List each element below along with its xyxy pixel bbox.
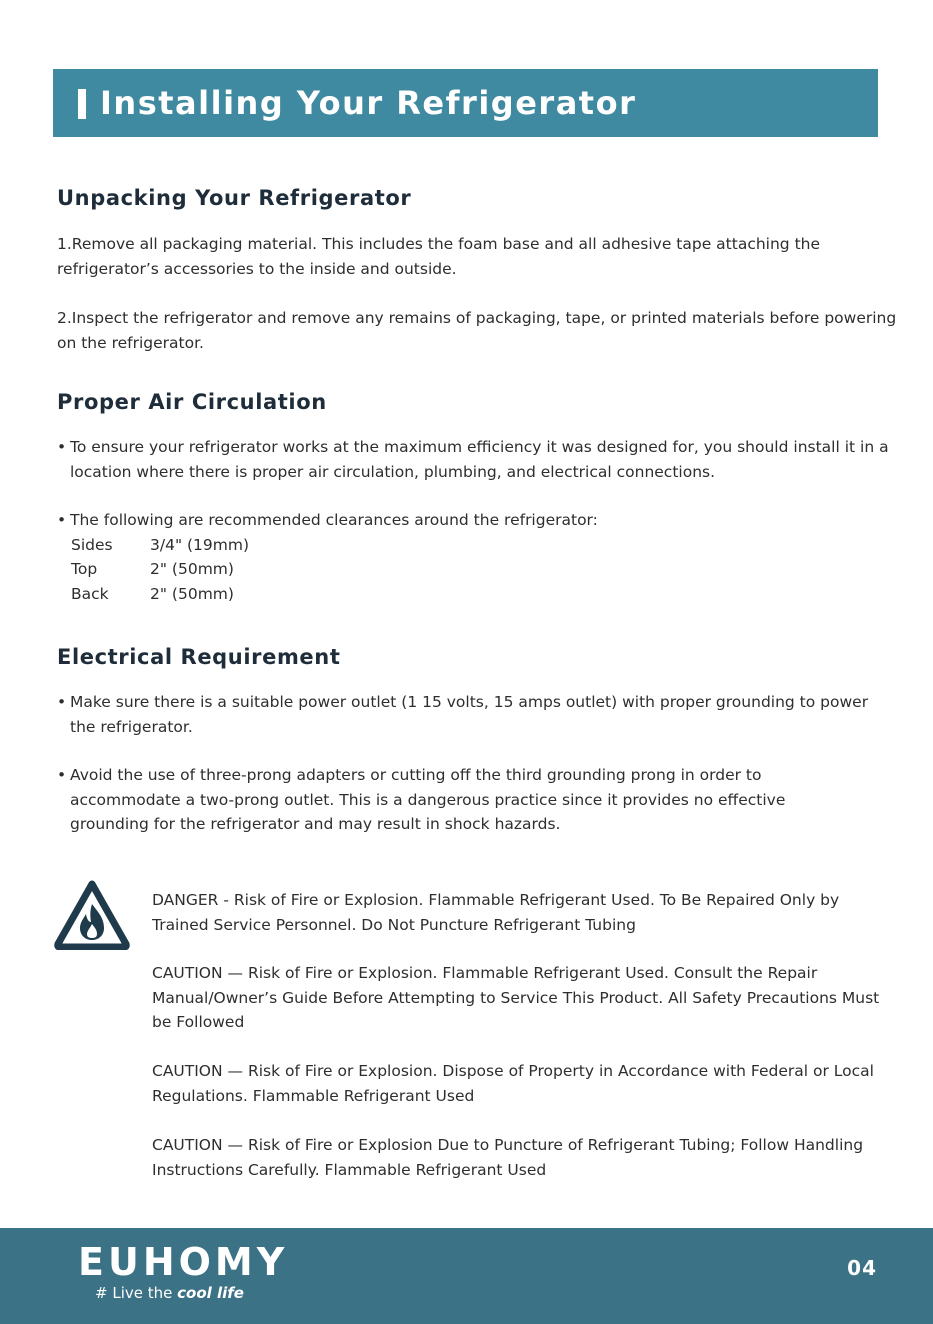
clearance-row-sides: Sides 3/4" (19mm)	[71, 536, 250, 554]
warning-caution-1: CAUTION — Risk of Fire or Explosion. Flammable Refrigerant Used. Consult the Repair Manual/Owner’s Guide Before Attempting to Service This Product. All Safety Precautions Must be Followed	[152, 964, 880, 1031]
bullet-dot: •	[57, 766, 67, 784]
title-accent-mark	[78, 89, 86, 119]
bullet-dot: •	[57, 511, 67, 529]
heading-air-circulation: Proper Air Circulation	[57, 390, 327, 414]
electrical-bullet-1: • Make sure there is a suitable power outlet (1 15 volts, 15 amps outlet) with proper grounding to power the refrigerator.	[57, 690, 897, 739]
page-footer	[0, 1228, 933, 1324]
clearance-row-back: Back 2" (50mm)	[71, 585, 234, 603]
page-title-bar	[53, 69, 878, 137]
brand-logo: EUHOMY	[78, 1240, 289, 1284]
bullet-dot: •	[57, 438, 67, 456]
flammable-warning-icon	[54, 880, 130, 950]
heading-unpacking: Unpacking Your Refrigerator	[57, 186, 412, 210]
warning-caution-2: CAUTION — Risk of Fire or Explosion. Dispose of Property in Accordance with Federal or Local Regulations. Flammable Refrigerant Used	[152, 1062, 874, 1105]
unpacking-step-1: 1.Remove all packaging material. This includes the foam base and all adhesive tape attaching the refrigerator’s accessories to the inside and outside.	[57, 235, 821, 278]
bullet-dot: •	[57, 693, 67, 711]
air-bullet-1: • To ensure your refrigerator works at the maximum efficiency it was designed for, you should install it in a location where there is proper air circulation, plumbing, and electrical connections.	[57, 435, 897, 484]
warning-danger-1: DANGER - Risk of Fire or Explosion. Flammable Refrigerant Used. To Be Repaired Only by Trained Service Personnel. Do Not Puncture Refrigerant Tubing	[152, 891, 840, 934]
clearance-row-top: Top 2" (50mm)	[71, 560, 234, 578]
unpacking-step-2: 2.Inspect the refrigerator and remove any remains of packaging, tape, or printed materials before powering on the refrigerator.	[57, 309, 897, 352]
page-number: 04	[847, 1256, 877, 1280]
warning-caution-3: CAUTION — Risk of Fire or Explosion Due to Puncture of Refrigerant Tubing; Follow Handling Instructions Carefully. Flammable Refrigerant Used	[152, 1136, 864, 1179]
air-bullet-2: • The following are recommended clearances around the refrigerator:	[57, 508, 897, 533]
electrical-bullet-2: • Avoid the use of three-prong adapters or cutting off the third grounding prong in order to accommodate a two-prong outlet. This is a dangerous practice since it provides no effective grounding for the refrigerator and may result in shock hazards.	[57, 763, 897, 837]
brand-tagline: # Live the cool life	[95, 1284, 244, 1302]
heading-electrical: Electrical Requirement	[57, 645, 341, 669]
page-title: Installing Your Refrigerator	[100, 84, 637, 122]
